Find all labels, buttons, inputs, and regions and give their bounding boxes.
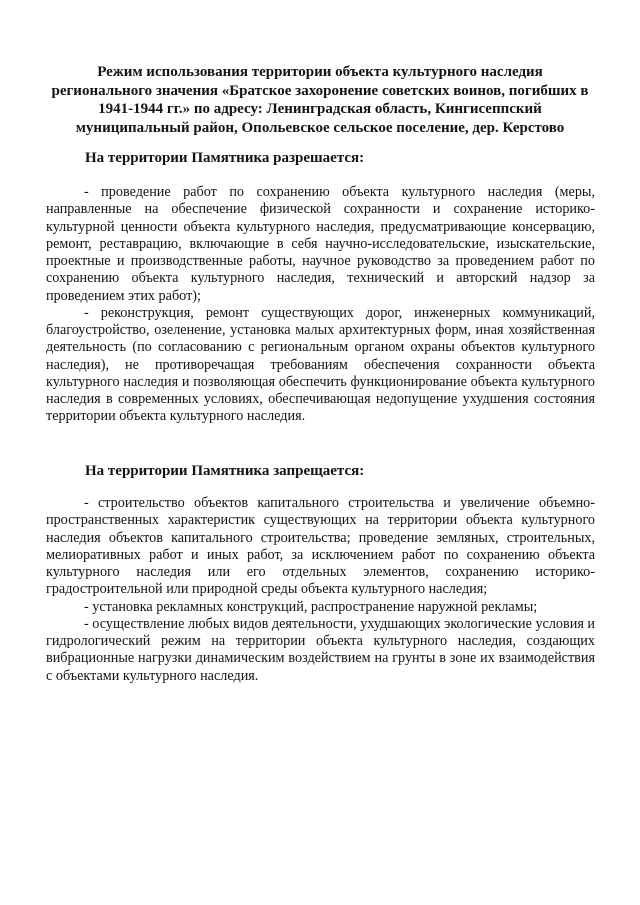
permitted-item: - проведение работ по сохранению объекта культурного наследия (меры, направленные на обеспечение физической сохранности и сохранение историко-культурной ценности объекта культурного наследия, предусматривающие консервацию, ремонт, реставрацию, включающие в себя научно-исследовательские, изыскательские, проектные и производственные работы, научное руководство за проведением работ по сохранению объекта культурного наследия, технический и авторский надзор за проведением этих работ); <box>46 184 595 304</box>
permitted-item: - реконструкция, ремонт существующих дорог, инженерных коммуникаций, благоустройство, озеленение, установка малых архитектурных форм, иная хозяйственная деятельность (по согласованию с региональным органом охраны объектов культурного наследия), не противоречащая требованиям обеспечения сохранности объекта культурного наследия и позволяющая обеспечить функционирование объекта культурного наследия в современных условиях, обеспечивающая недопущение ухудшения состояния территории объекта культурного наследия. <box>46 304 595 425</box>
permitted-heading: На территории Памятника разрешается: <box>85 150 365 166</box>
prohibited-item: - установка рекламных конструкций, распространение наружной рекламы; <box>84 598 538 615</box>
permitted-section <box>46 184 595 426</box>
prohibited-heading: На территории Памятника запрещается: <box>85 463 365 479</box>
prohibited-item: - осуществление любых видов деятельности, ухудшающих экологические условия и гидрологический режим на территории объекта культурного наследия, создающих вибрационные нагрузки динамическим воздействием на грунты в зоне их взаимодействия с объектами культурного наследия. <box>46 615 595 684</box>
prohibited-section <box>46 495 595 685</box>
document-title: Режим использования территории объекта культурного наследия регионального значения «Братское захоронение советских воинов, погибших в 1941-1944 гг.» по адресу: Ленинградская область, Кингисеппский муниципальный район, Опольевское сельское поселение, дер. Керстово <box>51 64 589 136</box>
prohibited-item: - строительство объектов капитального строительства и увеличение объемно-пространственных характеристик существующих на территории объекта культурного наследия объектов капитального строительства; проведение земляных, строительных, мелиоративных работ и иных работ, за исключением работ по сохранению объекта культурного наследия или его отдельных элементов, сохранению историко-градостроительной или природной среды объекта культурного наследия; <box>46 495 595 598</box>
